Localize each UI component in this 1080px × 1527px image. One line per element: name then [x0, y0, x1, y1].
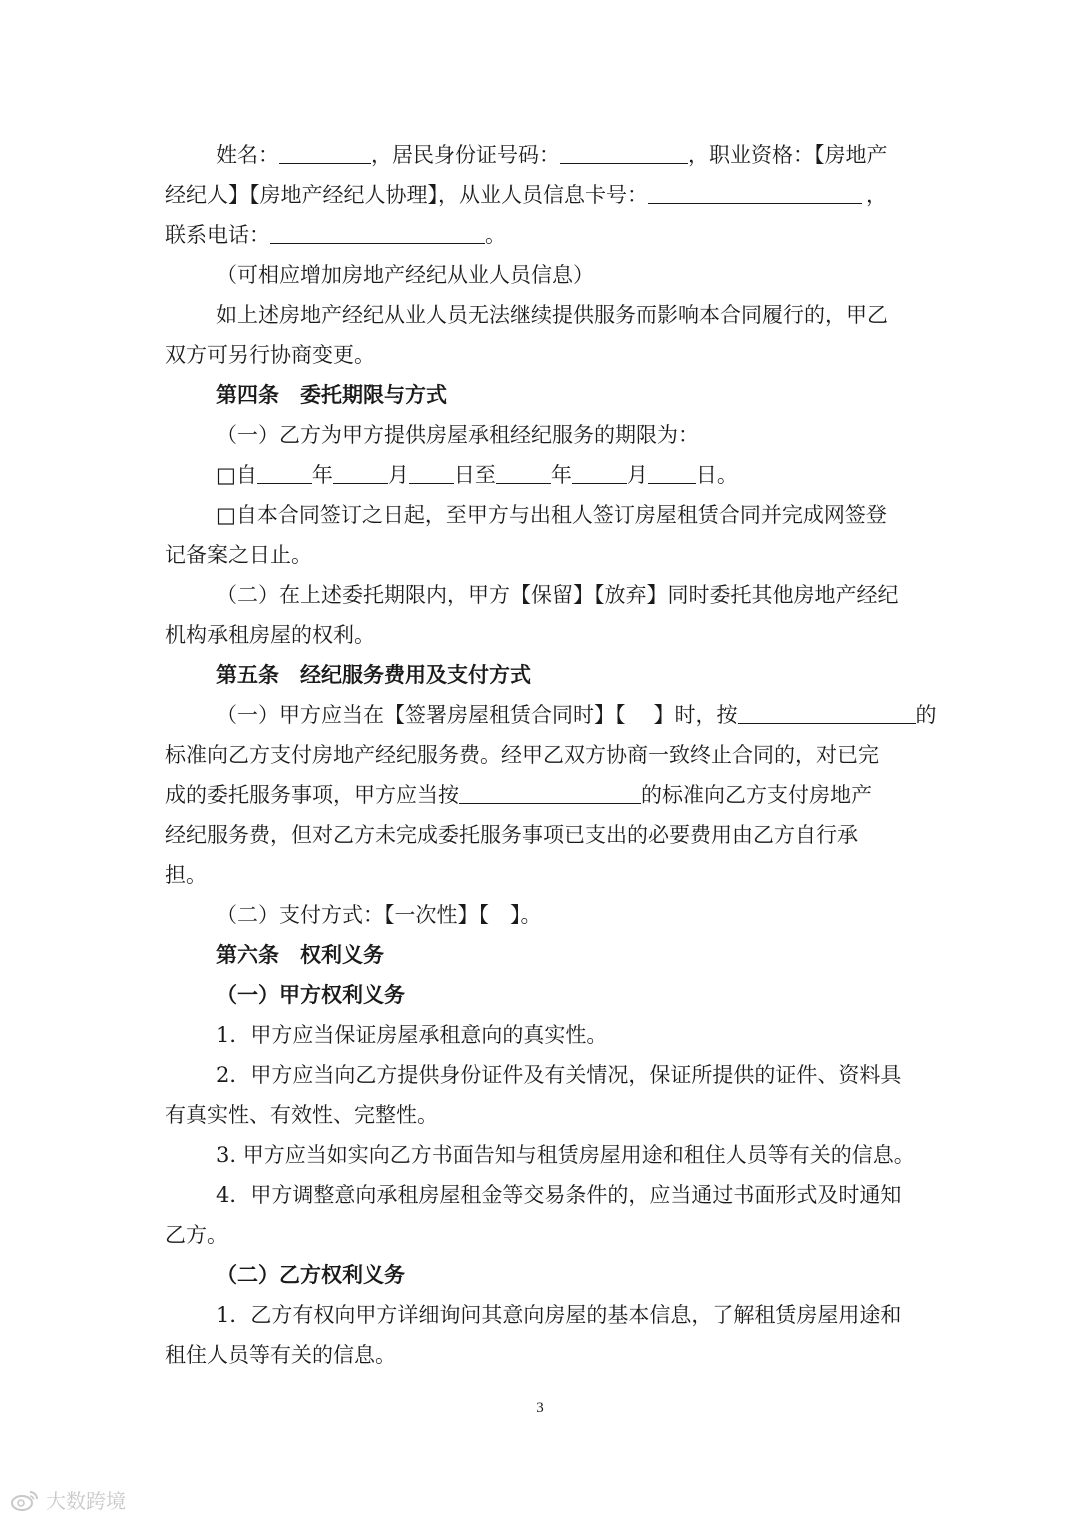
paragraph-line: 乙方。: [165, 1223, 228, 1247]
payment-method-line: （二）支付方式：【一次性】【 】。: [216, 903, 542, 927]
qualification-line: 经纪人】【房地产经纪人协理】，从业人员信息卡号： ，: [165, 183, 887, 207]
agent-name-id-line: 姓名： ，居民身份证号码： ，职业资格：【房地产: [216, 143, 888, 167]
note-line: （可相应增加房地产经纪从业人员信息）: [216, 263, 594, 287]
paragraph-line: 担。: [165, 863, 207, 887]
paragraph-line: （一）乙方为甲方提供房屋承租经纪服务的期限为：: [216, 423, 699, 447]
phone-blank: [270, 223, 485, 244]
party-b-heading: （二）乙方权利义务: [216, 1262, 405, 1287]
paragraph-line: 1．乙方有权向甲方详细询问其意向房屋的基本信息，了解租赁房屋用途和: [216, 1303, 902, 1327]
paragraph-line: 3. 甲方应当如实向乙方书面告知与租赁房屋用途和租住人员等有关的信息。: [216, 1143, 915, 1167]
paragraph-line: 租住人员等有关的信息。: [165, 1343, 396, 1367]
paragraph-line: 1．甲方应当保证房屋承租意向的真实性。: [216, 1023, 608, 1047]
paragraph-line: 记备案之日止。: [165, 543, 312, 567]
fee-line-2: 成的委托服务事项，甲方应当按 的标准向乙方支付房地产: [165, 783, 872, 807]
paragraph-line: 经纪服务费，但对乙方未完成委托服务事项已支出的必要费用由乙方自行承: [165, 823, 858, 847]
paragraph-line: 有真实性、有效性、完整性。: [165, 1103, 438, 1127]
article-4-heading: 第四条 委托期限与方式: [216, 382, 447, 407]
article-5-heading: 第五条 经纪服务费用及支付方式: [216, 662, 531, 687]
id-number-blank: [560, 143, 688, 164]
party-a-heading: （一）甲方权利义务: [216, 982, 405, 1007]
watermark-text: 大数跨境: [46, 1489, 126, 1513]
paragraph-line: （二）在上述委托期限内，甲方【保留】【放弃】同时委托其他房地产经纪: [216, 583, 899, 607]
paragraph-line: □自本合同签订之日起，至甲方与出租人签订房屋租赁合同并完成网签登: [216, 503, 887, 527]
paragraph-line: 如上述房地产经纪从业人员无法继续提供服务而影响本合同履行的，甲乙: [216, 303, 888, 327]
phone-line: 联系电话： 。: [165, 223, 506, 247]
paragraph-line: 2．甲方应当向乙方提供身份证件及有关情况，保证所提供的证件、资料具: [216, 1063, 902, 1087]
paragraph-line: 机构承租房屋的权利。: [165, 623, 375, 647]
info-card-blank: [648, 183, 862, 204]
fee-standard-blank: [738, 703, 916, 724]
weibo-logo-icon: [10, 1488, 40, 1512]
article-6-heading: 第六条 权利义务: [216, 942, 384, 967]
watermark: [10, 1485, 126, 1514]
fee-standard-blank-2: [459, 783, 641, 804]
name-blank: [279, 143, 371, 164]
page-number: 3: [536, 1400, 544, 1416]
paragraph-line: 4．甲方调整意向承租房屋租金等交易条件的，应当通过书面形式及时通知: [216, 1183, 902, 1207]
date-range-line: □自 年 月 日至 年 月 日。: [216, 463, 738, 487]
paragraph-line: 标准向乙方支付房地产经纪服务费。经甲乙双方协商一致终止合同的，对已完: [165, 743, 879, 767]
fee-line: （一）甲方应当在【签署房屋租赁合同时】【 】时，按 的: [216, 703, 937, 727]
paragraph-line: 双方可另行协商变更。: [165, 343, 375, 367]
